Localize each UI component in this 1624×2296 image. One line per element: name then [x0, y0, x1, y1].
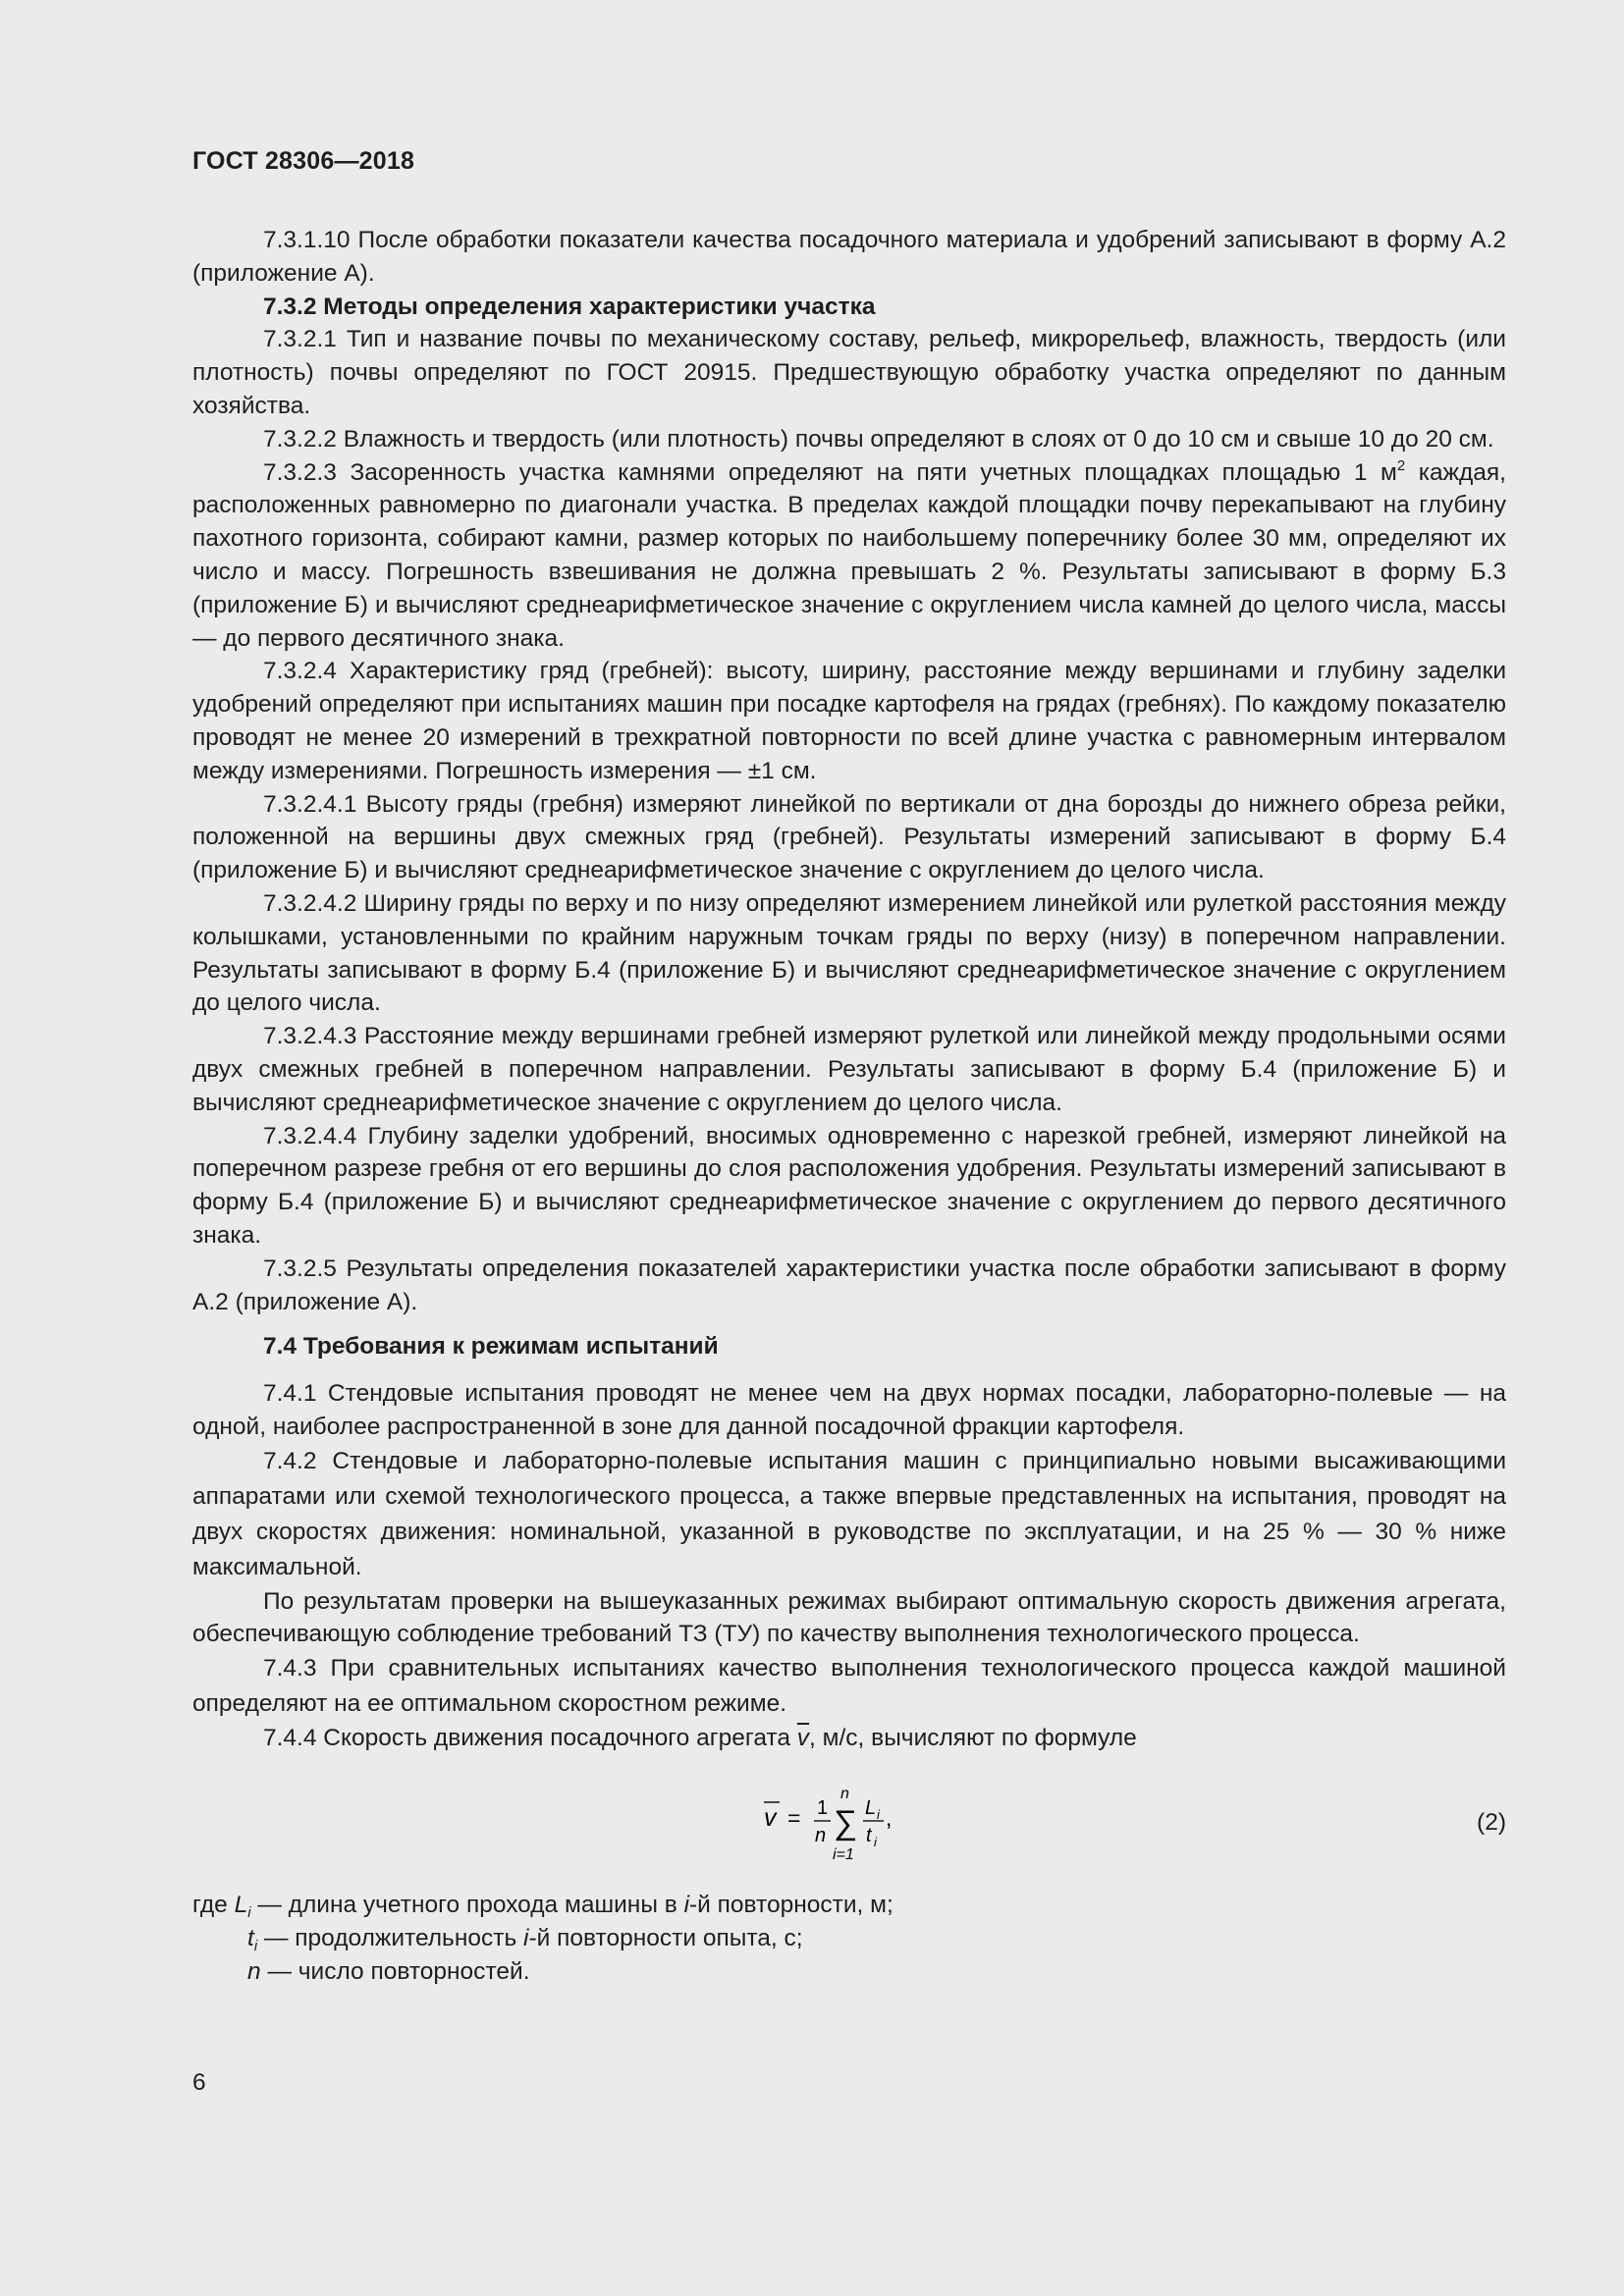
- paragraph-7-3-2-5: 7.3.2.5 Результаты определения показателей характеристики участка после обработки записывают в форму А.2 (приложение А).: [192, 1255, 1506, 1315]
- paragraph-7-3-2-4-3: 7.3.2.4.3 Расстояние между вершинами гребней измеряют рулеткой или линейкой между продольными осями двух смежных гребней в поперечном направлении. Результаты записывают в форму Б.4 (приложение Б) и вычисляют среднеарифметическое значение с округлением до целого числа.: [192, 1023, 1506, 1116]
- page-number: 6: [192, 2069, 206, 2096]
- definition-n: [192, 1955, 1506, 1989]
- formula-frac-numerator: 1: [817, 1797, 829, 1820]
- equation-number: (2): [1477, 1809, 1506, 1837]
- paragraph-7-3-2-1: 7.3.2.1 Тип и название почвы по механическому составу, рельеф, микрорельеф, влажность, твердость (или плотность) почвы определяют по ГОСТ 20915. Предшествующую обработку участка определяют по данным хозяйства.: [192, 326, 1506, 419]
- paragraph-7-4-4-start: 7.4.4 Скорость движения посадочного агрегата: [263, 1725, 797, 1752]
- definition-L-text-end: -й повторности, м;: [689, 1892, 893, 1919]
- square-superscript: 2: [1396, 456, 1406, 474]
- formula-equals: =: [787, 1805, 801, 1832]
- sum-upper-limit: n: [840, 1786, 849, 1803]
- paragraph-7-3-2-2: 7.3.2.2 Влажность и твердость (или плотность) почвы определяют в слоях от 0 до 10 см и свыше 10 до 20 см.: [263, 425, 1494, 453]
- paragraph-7-3-2-4-1: 7.3.2.4.1 Высоту гряды (гребня) измеряют линейкой по вертикали от дна борозды до нижнего обреза рейки, положенной на вершины двух смежных гряд (гребней). Результаты измерений записывают в форму Б.4 (приложение Б) и вычисляют среднеарифметическое значение с округлением до целого числа.: [192, 790, 1506, 884]
- paragraph-7-3-2-4-2: 7.3.2.4.2 Ширину гряды по верху и по низу определяют измерением линейкой или рулеткой расстояния между колышками, установленными по крайним наружным точкам гряды по верху (низу) в поперечном направлении. Результаты записывают в форму Б.4 (приложение Б) и вычисляют среднеарифметическое значение с округлением до целого числа.: [192, 889, 1506, 1017]
- symbol-n: n: [247, 1957, 261, 1985]
- formula-L: L: [865, 1797, 877, 1820]
- definition-L: [192, 1889, 1506, 1922]
- variable-definitions: [192, 1889, 1506, 1988]
- standard-header: ГОСТ 28306—2018: [192, 147, 415, 175]
- definition-t-text: — продолжительность: [257, 1924, 524, 1951]
- paragraph-7-3-2-4: 7.3.2.4 Характеристику гряд (гребней): высоту, ширину, расстояние между вершинами и глубину заделки удобрений определяют при испытаниях машин при посадке картофеля на грядах (гребнях). По каждому показателю проводят не менее 20 измерений в трехкратной повторности по всей длине участка с равномерным интервалом между измерениями. Погрешность измерения — ±1 см.: [192, 658, 1506, 784]
- formula-t-subscript: i: [874, 1835, 877, 1850]
- where-prefix: где: [192, 1892, 235, 1919]
- formula-t: t: [866, 1825, 872, 1847]
- definition-t: [192, 1922, 1506, 1955]
- heading-7-4: 7.4 Требования к режимам испытаний: [263, 1333, 719, 1361]
- paragraph-7-3-2-3: [192, 456, 1506, 656]
- symbol-L: L: [234, 1892, 248, 1919]
- paragraph-7-3-2-3-rest: каждая, расположенных равномерно по диагонали участка. В пределах каждой площадки почву перекапывают на глубину пахотного горизонта, собирают камни, размер которых по наибольшему поперечнику более 30 мм, определяют их число и массу. Погрешность взвешивания не должна превышать 2 %. Результаты записывают в форму Б.3 (приложение Б) и вычисляют среднеарифметическое значение с округлением числа камней до целого числа, массы — до первого десятичного знака.: [192, 458, 1506, 652]
- paragraph-7-4-2-continuation: По результатам проверки на вышеуказанных режимах выбирают оптимальную скорость движения агрегата, обеспечивающую соблюдение требований ТЗ (ТУ) по качеству выполнения технологического процесса.: [192, 1587, 1506, 1648]
- paragraph-7-3-2-4-4: 7.3.2.4.4 Глубину заделки удобрений, вносимых одновременно с нарезкой гребней, измеряют линейкой на поперечном разрезе гребня от его вершины до слоя расположения удобрения. Результаты измерений записывают в форму Б.4 (приложение Б) и вычисляют среднеарифметическое значение с округлением до первого десятичного знака.: [192, 1122, 1506, 1249]
- paragraph-7-3-2-3-start: 7.3.2.3 Засоренность участка камнями определяют на пяти учетных площадках площадью 1 м: [263, 458, 1397, 486]
- velocity-symbol: $\overline{v}$: [796, 1725, 810, 1752]
- document-body: [192, 224, 1506, 1988]
- paragraph-7-4-4: [192, 1722, 1506, 1755]
- definition-L-index: i: [683, 1892, 690, 1919]
- velocity-formula: [762, 1781, 939, 1869]
- formula-lhs: v: [764, 1804, 777, 1833]
- formula-L-subscript: i: [877, 1807, 880, 1823]
- symbol-L-subscript: i: [247, 1904, 251, 1922]
- definition-n-text: — число повторностей.: [260, 1957, 530, 1985]
- definition-t-text-end: -й повторности опыта, с;: [528, 1924, 803, 1951]
- formula-comma: ,: [886, 1805, 893, 1832]
- sum-sign: ∑: [834, 1804, 858, 1842]
- symbol-t: t: [247, 1924, 254, 1951]
- sum-lower-limit: i=1: [833, 1846, 854, 1864]
- paragraph-7-4-4-end: , м/с, вычисляют по формуле: [809, 1725, 1137, 1752]
- heading-7-3-2: 7.3.2 Методы определения характеристики участка: [263, 293, 876, 320]
- definition-L-text: — длина учетного прохода машины в: [250, 1892, 684, 1919]
- paragraph-7-3-1-10: 7.3.1.10 После обработки показатели качества посадочного материала и удобрений записывают в форму А.2 (приложение А).: [192, 227, 1506, 287]
- formula-frac-denominator: n: [815, 1825, 827, 1847]
- symbol-t-subscript: i: [253, 1937, 258, 1954]
- formula-row: [192, 1763, 1506, 1881]
- paragraph-7-4-3: 7.4.3 При сравнительных испытаниях качество выполнения технологического процесса каждой машиной определяют на ее оптимальном скоростном режиме.: [192, 1655, 1506, 1718]
- paragraph-7-4-2: 7.4.2 Стендовые и лабораторно-полевые испытания машин с принципиально новыми высаживающими аппаратами или схемой технологического процесса, а также впервые представленных на испытания, проводят на двух скоростях движения: номинальной, указанной в руководстве по эксплуатации, и на 25 % — 30 % ниже максимальной.: [192, 1447, 1506, 1580]
- paragraph-7-4-1: 7.4.1 Стендовые испытания проводят не менее чем на двух нормах посадки, лабораторно-полевые — на одной, наиболее распространенной в зоне для данной посадочной фракции картофеля.: [192, 1380, 1506, 1440]
- definition-t-index: i: [523, 1924, 529, 1951]
